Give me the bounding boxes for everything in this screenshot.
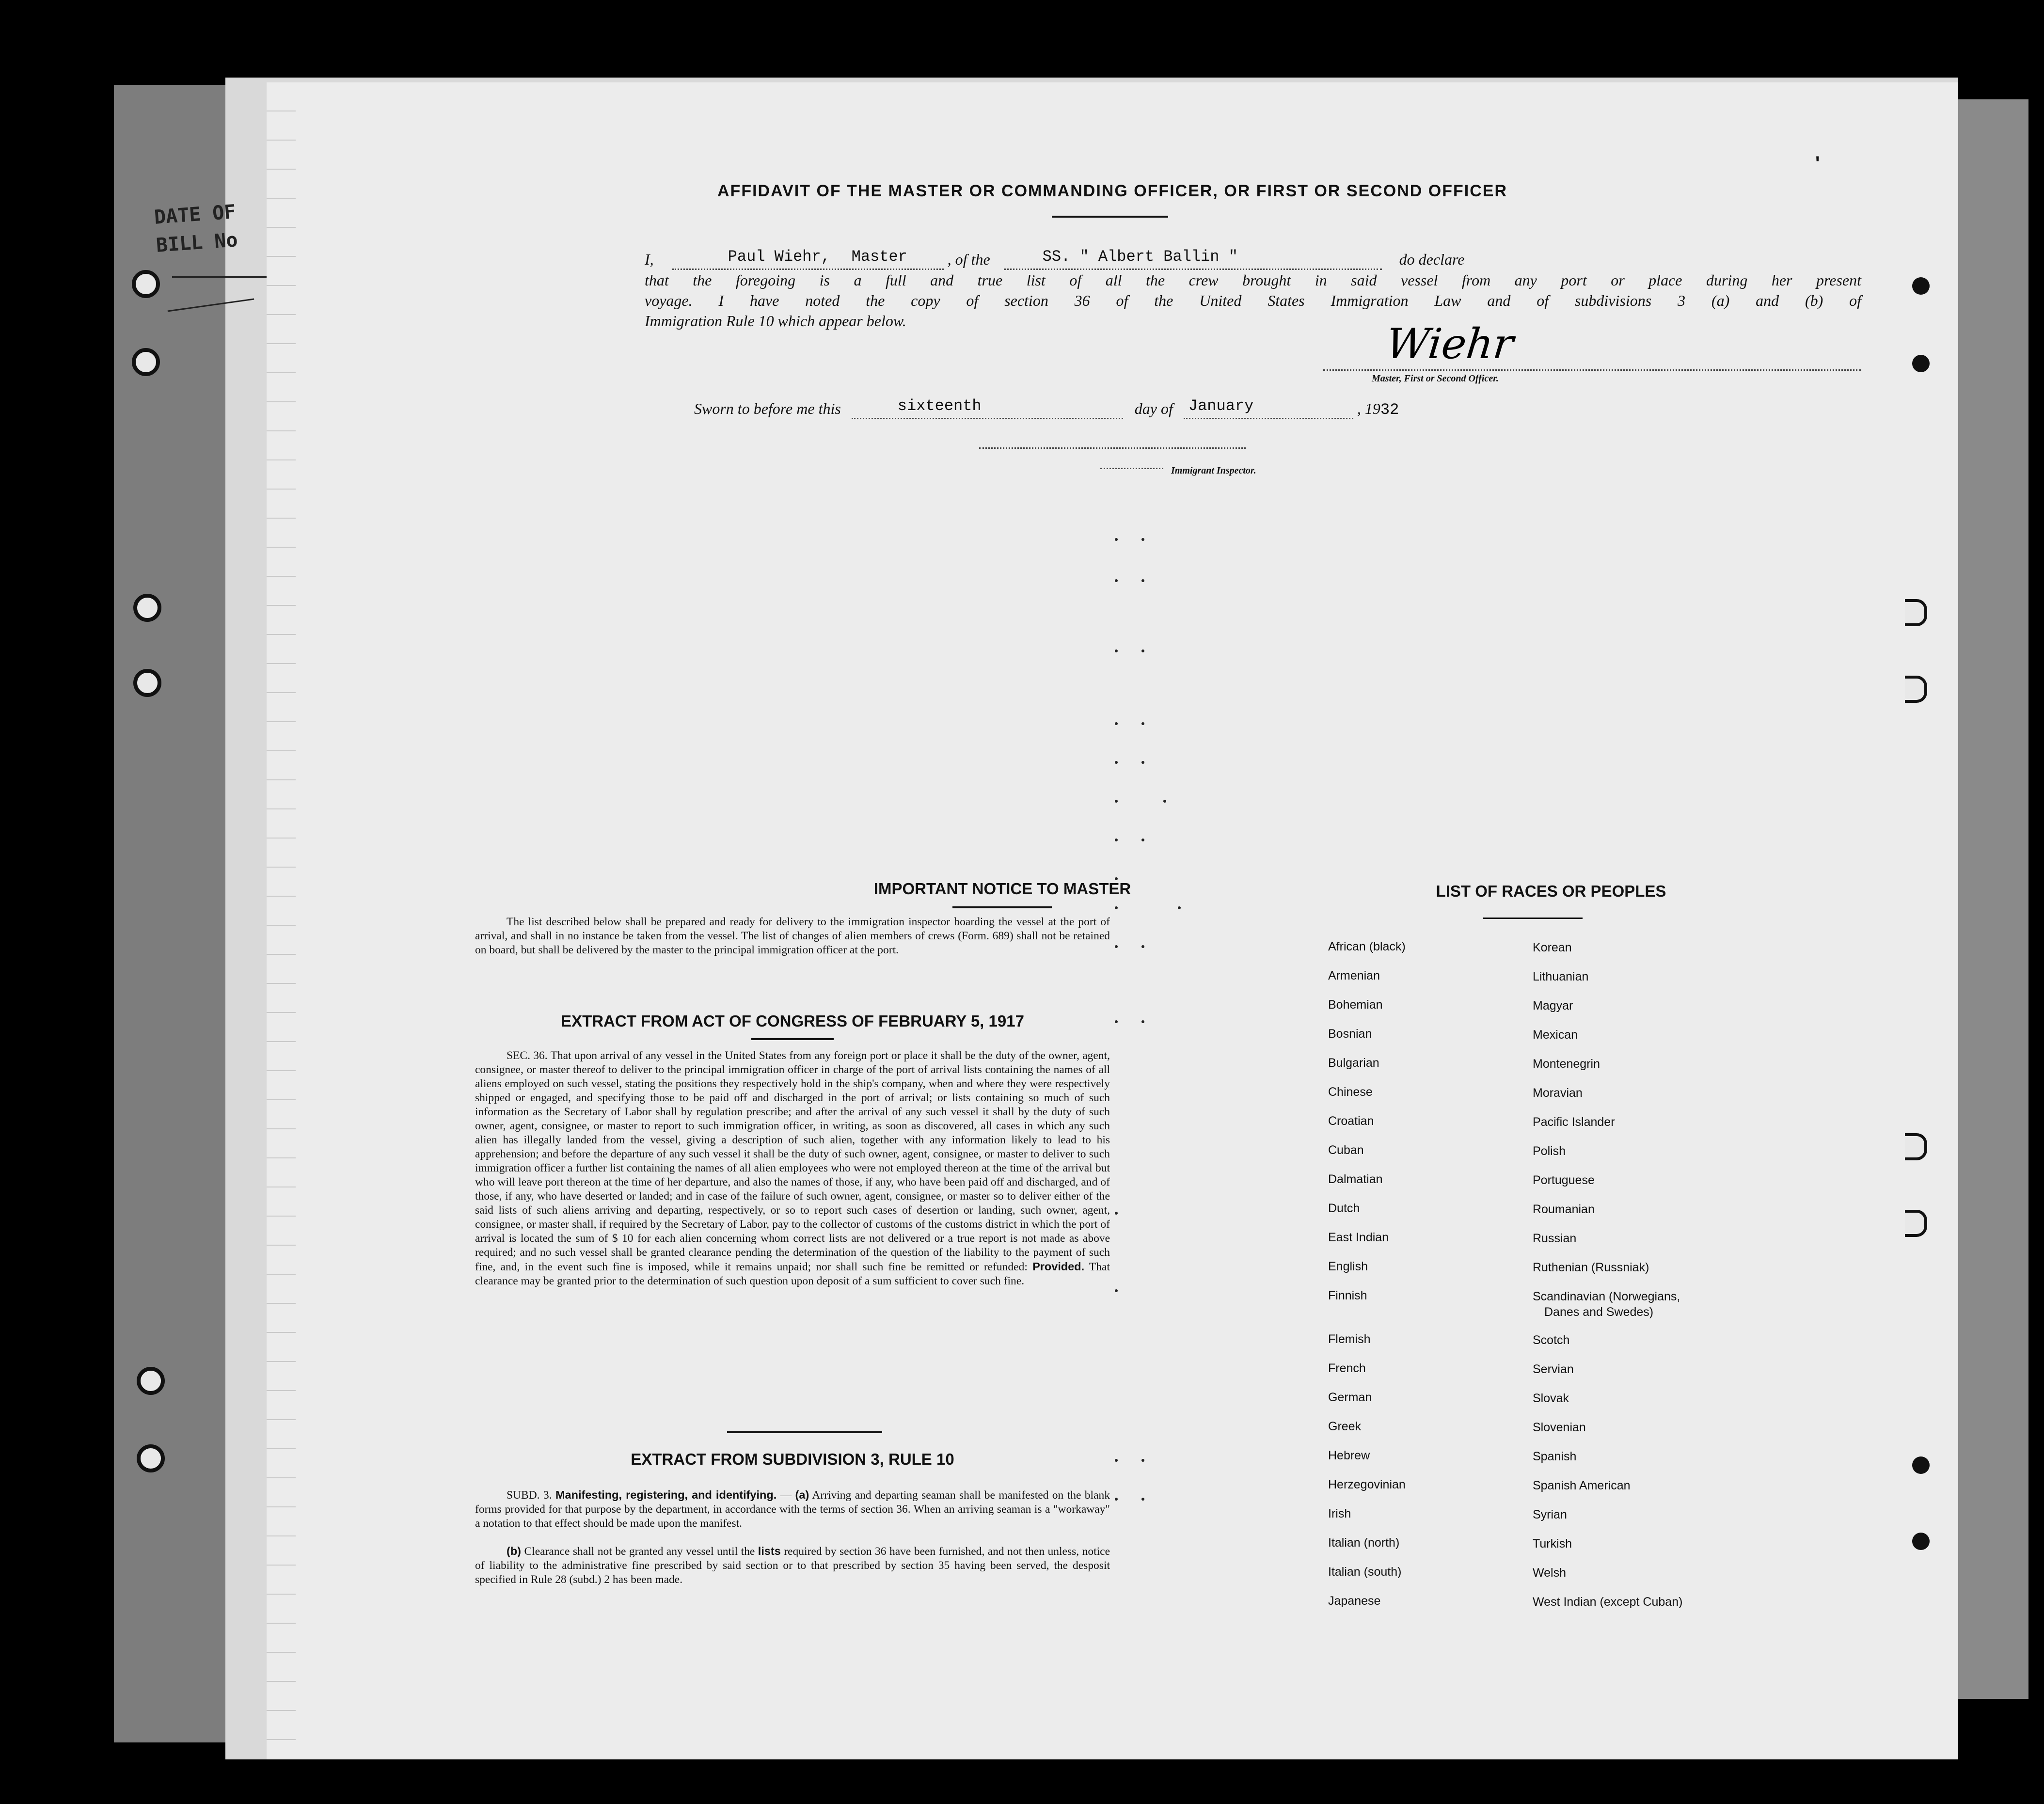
tick-mark: '	[1815, 153, 1820, 174]
affidavit-i: I,	[645, 251, 654, 268]
punch-hole-icon	[1905, 1210, 1927, 1237]
stray-mark	[1115, 1212, 1118, 1215]
do-declare-label: do declare	[1399, 251, 1465, 268]
rule-dash: —	[780, 1489, 792, 1502]
race-item: Herzegovinian	[1328, 1478, 1406, 1491]
race-item: Turkish	[1533, 1537, 1572, 1551]
race-item: West Indian (except Cuban)	[1533, 1595, 1683, 1609]
race-item: Danes and Swedes)	[1544, 1305, 1654, 1319]
rule-b-text-2: required by section 36 have been furnished, and not then unless, notice of liability to the administrative fine prescribed by said section or to that prescribed by section 35 having been served, the desposit specified in Rule 28 (subd.) 2 has been made.	[475, 1545, 1110, 1586]
race-item: Irish	[1328, 1507, 1351, 1520]
act-underline	[751, 1038, 834, 1040]
notice-text: The list described below shall be prepared and ready for delivery to the immigration inspector boarding the vessel at the port of arrival, and shall in no instance be taken from the vessel. The list of changes of alien members of crews (Form. 689) shall not be retained on board, but shall be delivered by the master to the principal immigration officer at the port.	[475, 916, 1110, 956]
month-field	[1184, 397, 1353, 419]
race-item: East Indian	[1328, 1231, 1389, 1244]
races-left-column	[1328, 939, 1512, 1715]
race-item: Bohemian	[1328, 998, 1383, 1012]
stray-mark	[1141, 538, 1144, 541]
race-item: Korean	[1533, 941, 1572, 954]
signature-line	[1323, 369, 1861, 371]
punch-hole-icon	[1905, 1133, 1927, 1160]
race-item: Slovak	[1533, 1392, 1569, 1405]
stray-mark	[1141, 1498, 1144, 1501]
rule-a-text: Arriving and departing seaman shall be manifested on the blank forms provided for that purpose by the department, in accordance with the terms of section 36. When an arriving seaman is a "workaway" a notation to that effect should be made upon the manifest.	[475, 1489, 1110, 1530]
affidavit-line-2: that the foregoing is a full and true list of all the crew brought in said vessel from any port or place during her present	[645, 271, 1861, 289]
stray-mark	[1141, 761, 1144, 764]
punch-hole-icon	[1905, 599, 1927, 626]
stray-mark	[1141, 945, 1144, 948]
sworn-year: 32	[1380, 401, 1399, 419]
stray-mark	[1115, 1498, 1118, 1501]
act-text-b: That clearance may be granted prior to the determination of such question upon deposit of a sum sufficient to cover such fine.	[475, 1261, 1110, 1287]
affidavit-line-1	[645, 248, 1881, 270]
sworn-day-field	[852, 397, 1123, 419]
rule-subd-prefix: SUBD. 3.	[507, 1489, 552, 1502]
race-item: Hebrew	[1328, 1449, 1370, 1462]
races-right-column	[1533, 940, 1823, 1716]
act-provided: Provided.	[1032, 1260, 1085, 1273]
race-item: Spanish American	[1533, 1479, 1631, 1492]
race-item: Scotch	[1533, 1333, 1570, 1347]
race-item: Magyar	[1533, 999, 1573, 1013]
inspector-line-short	[1100, 468, 1163, 469]
binder-hole-icon	[133, 594, 161, 622]
race-item: Montenegrin	[1533, 1057, 1600, 1071]
rule-title: EXTRACT FROM SUBDIVISION 3, RULE 10	[631, 1450, 954, 1468]
rule-subd-heading: Manifesting, registering, and identifying.	[555, 1488, 777, 1501]
section-separator	[727, 1431, 882, 1433]
officer-signature: Wiehr	[1383, 320, 1516, 368]
binder-hole-icon	[132, 348, 160, 376]
affidavit-title: AFFIDAVIT OF THE MASTER OR COMMANDING OFFICER, OR FIRST OR SECOND OFFICER	[717, 182, 1507, 200]
race-item: German	[1328, 1391, 1372, 1404]
vessel-name: SS. " Albert Ballin "	[1042, 248, 1238, 266]
race-item: Finnish	[1328, 1289, 1367, 1302]
binder-hole-icon	[137, 1367, 165, 1395]
act-text	[475, 1049, 1110, 1288]
underlying-page-right	[1958, 99, 2028, 1699]
margin-ruling	[267, 82, 296, 1759]
title-underline	[1052, 216, 1168, 218]
punch-hole-icon	[1912, 1533, 1930, 1550]
race-item: Japanese	[1328, 1594, 1381, 1608]
race-item: Flemish	[1328, 1332, 1371, 1346]
races-title: LIST OF RACES OR PEOPLES	[1436, 882, 1666, 900]
race-item: Welsh	[1533, 1566, 1567, 1580]
race-item: Lithuanian	[1533, 970, 1589, 983]
sworn-month: January	[1188, 397, 1254, 415]
stray-mark	[1141, 649, 1144, 652]
sworn-line	[694, 397, 1399, 419]
race-item: Croatian	[1328, 1114, 1374, 1128]
binder-hole-icon	[133, 669, 161, 697]
date-of-stamp: DATE OF	[153, 201, 237, 229]
of-the-label: , of the	[947, 251, 990, 268]
race-item: Greek	[1328, 1420, 1362, 1433]
inspector-label: Immigrant Inspector.	[1171, 465, 1256, 476]
race-item: Cuban	[1328, 1143, 1364, 1157]
stray-mark	[1141, 722, 1144, 725]
stray-mark	[1115, 906, 1118, 909]
stray-mark	[1141, 1020, 1144, 1023]
race-item: Mexican	[1533, 1028, 1578, 1042]
race-item: Italian (south)	[1328, 1565, 1402, 1579]
stray-mark	[1115, 1289, 1118, 1292]
sworn-day: sixteenth	[897, 397, 982, 415]
affidavit-line-3: voyage. I have noted the copy of section 36 of the United States Immigration Law and of subdivisions 3 (a) and (b) of	[645, 292, 1861, 309]
binder-hole-icon	[132, 270, 160, 298]
race-item: Moravian	[1533, 1086, 1583, 1100]
rule-b-text-1: Clearance shall not be granted any vessel until the	[524, 1545, 755, 1558]
inspector-signature-line	[979, 447, 1246, 449]
act-title: EXTRACT FROM ACT OF CONGRESS OF FEBRUARY 5, 1917	[561, 1012, 1024, 1030]
race-item: Scandinavian (Norwegians,	[1533, 1290, 1680, 1303]
stray-mark	[1115, 1459, 1118, 1462]
officer-name-field	[672, 248, 944, 270]
stray-mark	[1115, 945, 1118, 948]
notice-underline	[952, 906, 1052, 908]
stray-mark	[1115, 538, 1118, 541]
vessel-field	[1004, 248, 1382, 270]
rule-text-a	[475, 1488, 1110, 1531]
sworn-prefix: Sworn to before me this	[694, 400, 841, 417]
year-prefix: , 19	[1357, 400, 1380, 417]
stray-mark	[1115, 800, 1118, 803]
race-item: Chinese	[1328, 1085, 1373, 1099]
bill-no-stamp: BILL No	[155, 229, 238, 257]
signature-label: Master, First or Second Officer.	[1372, 373, 1499, 384]
rule-b-lists: lists	[758, 1545, 781, 1557]
rule-text-b	[475, 1544, 1110, 1587]
stray-mark	[1178, 906, 1181, 909]
punch-hole-icon	[1912, 1456, 1930, 1474]
race-item: Portuguese	[1533, 1173, 1595, 1187]
race-item: French	[1328, 1361, 1366, 1375]
race-item: English	[1328, 1260, 1368, 1273]
races-underline	[1483, 918, 1583, 919]
race-item: Slovenian	[1533, 1421, 1586, 1434]
race-item: Pacific Islander	[1533, 1115, 1615, 1129]
stray-mark	[1115, 579, 1118, 582]
stray-mark	[1115, 722, 1118, 725]
race-item: African (black)	[1328, 940, 1406, 953]
manifest-page	[267, 82, 1958, 1759]
race-item: Russian	[1533, 1232, 1577, 1245]
stray-mark	[1115, 1020, 1118, 1023]
stray-mark	[1141, 579, 1144, 582]
rule-a-label: (a)	[795, 1488, 809, 1501]
stray-mark	[1115, 761, 1118, 764]
affidavit-line-4: Immigration Rule 10 which appear below.	[645, 312, 906, 330]
punch-hole-icon	[1905, 676, 1927, 703]
race-item: Spanish	[1533, 1450, 1577, 1463]
race-item: Roumanian	[1533, 1203, 1595, 1216]
race-item: Italian (north)	[1328, 1536, 1400, 1550]
officer-rank: Master	[851, 248, 907, 266]
race-item: Syrian	[1533, 1508, 1567, 1521]
race-item: Ruthenian (Russniak)	[1533, 1261, 1649, 1274]
stray-mark	[1141, 1459, 1144, 1462]
officer-name: Paul Wiehr,	[728, 248, 830, 266]
stray-mark	[1163, 800, 1166, 803]
stray-mark	[1115, 649, 1118, 652]
day-of-label: day of	[1134, 400, 1173, 417]
race-item: Servian	[1533, 1362, 1574, 1376]
race-item: Bosnian	[1328, 1027, 1372, 1041]
act-text-a: SEC. 36. That upon arrival of any vessel in the United States from any foreign port or place it shall be the duty of the owner, agent, consignee, or master thereof to deliver to the principal immigration officer in charge of the port of arrival lists containing the names of all aliens employed on such vessel, stating the positions they respectively hold in the ship's company, when and where they were respectively shipped or engaged, and specifying those to be paid off and discharged in the port of arrival; or lists containing so much of such information as the Secretary of Labor shall by regulation prescribe; and after the arrival of any such vessel it shall by the duty of such owner, agent, consignee, or master to report to such immigration officer, in writing, as soon as discovered, all cases in which any such alien has illegally landed from the vessel, giving a description of such alien, together with any information likely to lead to his apprehension; and before the departure of any such vessel it shall be the duty of such owner, agent, consignee, or master to deliver to such immigration officer a further list containing the names of all alien employees who were not employed thereon at the time of the arrival but who will leave port thereon at the time of her departure, and also the names of those, if any, who have been paid off and discharged, and of those, if any, who have deserted or landed; and in case of the failure of such owner, agent, consignee, or master so to deliver either of the said lists of such aliens arriving and departing, respectively, or so to report such cases of desertion or landing, such owner, agent, consignee, or master shall, if required by the Secretary of Labor, pay to the collector of customs of the customs district in which the port of arrival is located the sum of $ 10 for each alien concerning whom correct lists are not delivered or a true report is not made as above required; and no such vessel shall be granted clearance pending the determination of the question of the liability to the payment of such fine, and, in the event such fine is imposed, while it remains unpaid; nor shall such fine be remitted or refunded:	[475, 1049, 1110, 1273]
race-item: Armenian	[1328, 969, 1380, 982]
notice-title: IMPORTANT NOTICE TO MASTER	[873, 880, 1131, 898]
stray-mark	[1115, 839, 1118, 841]
stray-mark	[1141, 839, 1144, 841]
punch-hole-icon	[1912, 277, 1930, 295]
rule-b-label: (b)	[507, 1545, 522, 1557]
race-item: Polish	[1533, 1144, 1566, 1158]
race-item: Dalmatian	[1328, 1172, 1383, 1186]
margin-rule	[172, 276, 269, 278]
punch-hole-icon	[1912, 355, 1930, 372]
race-item: Dutch	[1328, 1202, 1360, 1215]
binder-hole-icon	[137, 1444, 165, 1472]
race-item: Bulgarian	[1328, 1056, 1379, 1070]
